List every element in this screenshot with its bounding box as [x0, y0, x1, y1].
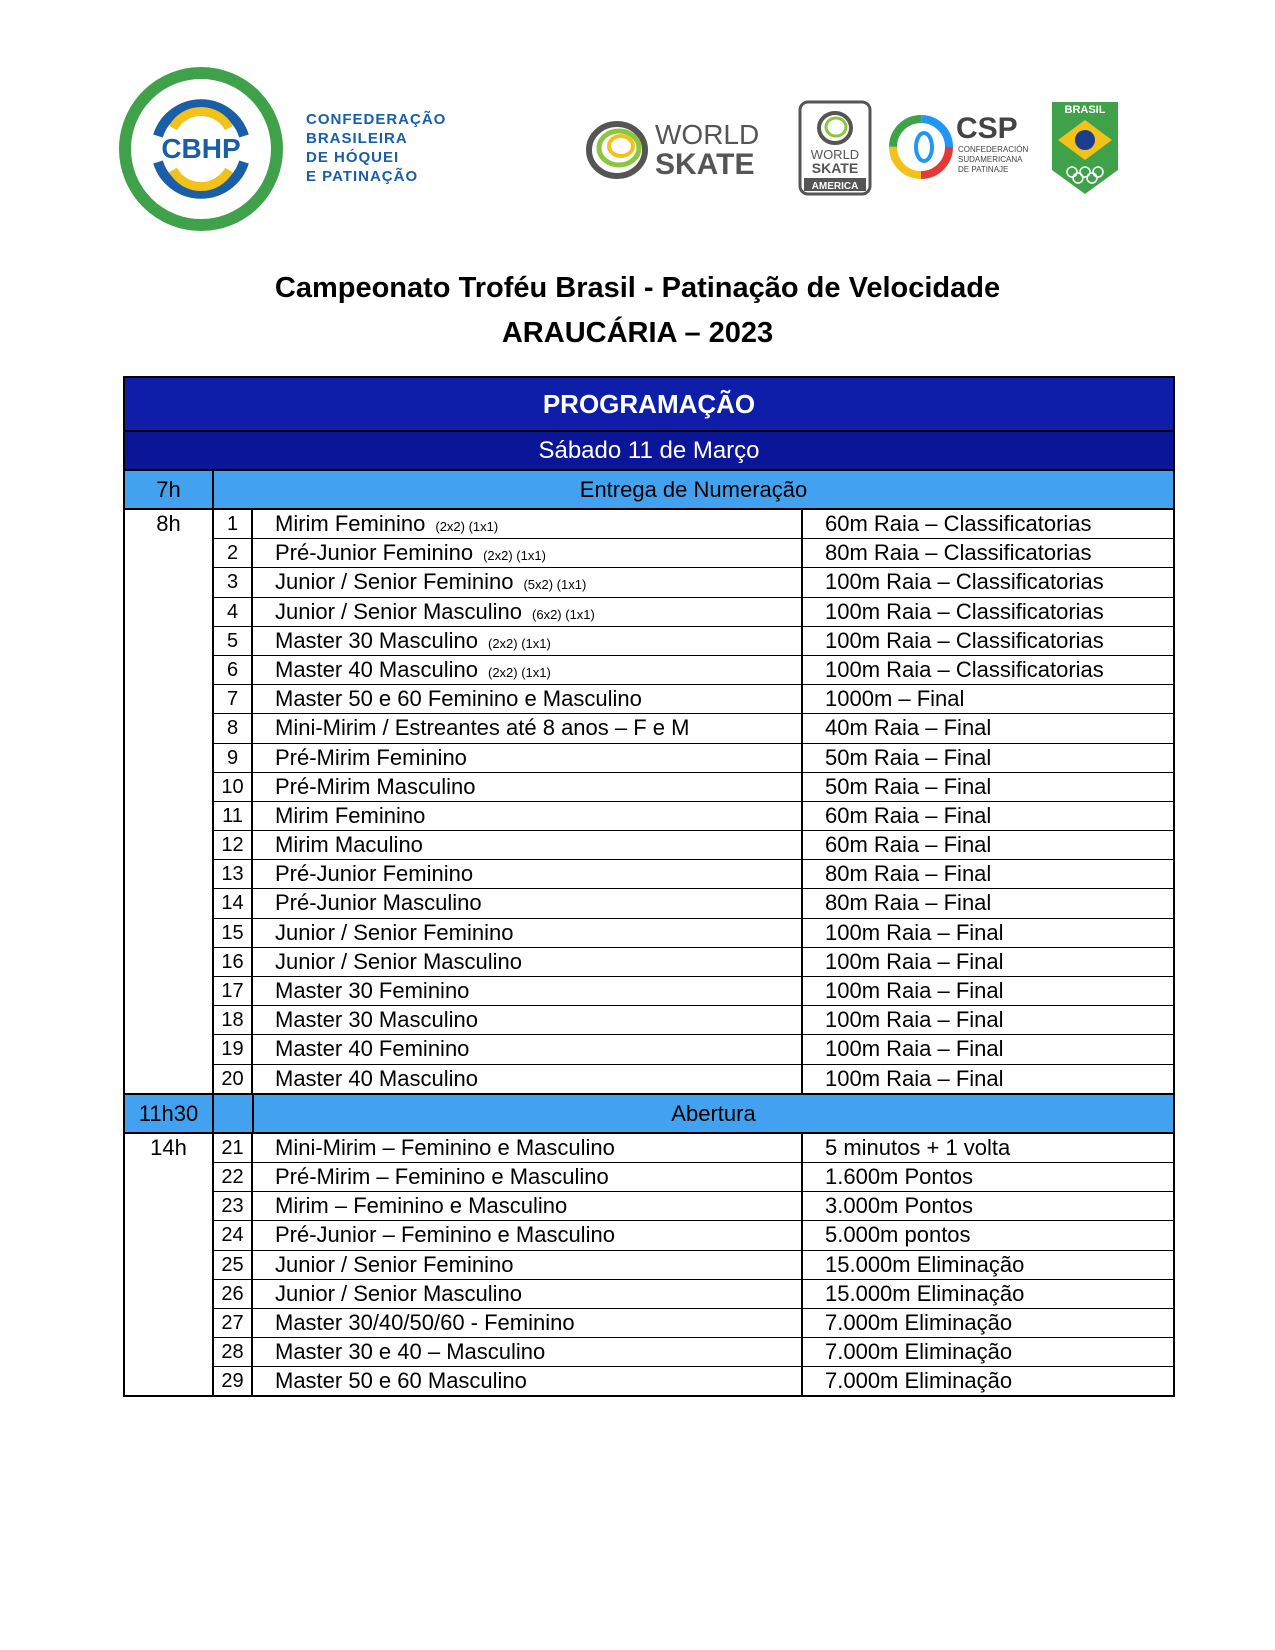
row-category	[253, 714, 803, 742]
row-category	[253, 948, 803, 976]
row-category	[253, 1221, 803, 1249]
row-number: 6	[214, 656, 253, 684]
row-category	[253, 598, 803, 626]
row-category	[253, 627, 803, 655]
csp-line-1: CONFEDERACIÓN	[958, 145, 1029, 154]
section-time: 7h	[125, 471, 214, 508]
row-category	[253, 1065, 803, 1093]
category-name: Pré-Mirim Masculino	[275, 773, 476, 799]
table-row	[214, 656, 1173, 685]
row-category	[253, 685, 803, 713]
table-row	[214, 1251, 1173, 1280]
row-event: 7.000m Eliminação	[825, 1309, 1013, 1335]
row-number: 21	[214, 1134, 253, 1162]
category-name: Junior / Senior Feminino	[275, 919, 514, 945]
category-name: Master 40 Masculino	[275, 656, 478, 682]
csp-text: CSP	[956, 112, 1018, 145]
category-name: Pré-Junior – Feminino e Masculino	[275, 1222, 615, 1248]
table-row	[214, 948, 1173, 977]
row-event: 60m Raia – Final	[825, 832, 992, 858]
csp-logo	[888, 104, 1038, 190]
world-skate-america-logo	[798, 100, 872, 196]
section-row-numbering	[125, 471, 1173, 510]
world-skate-logo	[585, 112, 780, 184]
category-name: Mirim Feminino	[275, 511, 426, 536]
table-row	[214, 977, 1173, 1006]
cbhp-line-1: CONFEDERAÇÃO	[306, 111, 447, 128]
row-event: 100m Raia – Final	[825, 948, 1004, 974]
row-number: 2	[214, 539, 253, 567]
row-number: 27	[214, 1309, 253, 1337]
table-row	[214, 1280, 1173, 1309]
row-number: 3	[214, 568, 253, 596]
world-skate-line-2: SKATE	[655, 148, 755, 181]
row-event: 50m Raia – Final	[825, 744, 992, 770]
row-category	[253, 539, 803, 567]
row-event: 100m Raia – Final	[825, 1036, 1004, 1062]
csp-line-3: DE PATINAJE	[958, 165, 1009, 174]
row-event: 100m Raia – Final	[825, 1065, 1004, 1091]
row-event: 15.000m Eliminação	[825, 1280, 1025, 1306]
row-category	[253, 802, 803, 830]
row-event: 100m Raia – Final	[825, 1007, 1004, 1033]
category-heats-note: (2x2) (1x1)	[487, 664, 551, 680]
document-subtitle: ARAUCÁRIA – 2023	[501, 317, 774, 349]
category-heats-note: (6x2) (1x1)	[532, 606, 595, 622]
row-event: 100m Raia – Final	[825, 919, 1004, 945]
row-event: 40m Raia – Final	[825, 715, 992, 741]
row-event: 1.600m Pontos	[825, 1163, 973, 1189]
row-event: 15.000m Eliminação	[825, 1251, 1025, 1277]
category-name: Pré-Junior Feminino	[275, 540, 474, 566]
schedule-block-morning	[125, 510, 1173, 1095]
row-number: 16	[214, 948, 253, 976]
cob-brasil-logo	[1050, 100, 1120, 196]
row-number: 12	[214, 831, 253, 859]
row-event: 7.000m Eliminação	[825, 1368, 1013, 1394]
category-name: Junior / Senior Masculino	[275, 948, 523, 974]
row-category	[253, 831, 803, 859]
category-name: Mini-Mirim / Estreantes até 8 anos – F e M	[275, 715, 690, 741]
category-name: Master 30 Masculino	[275, 1007, 478, 1033]
row-number: 7	[214, 685, 253, 713]
row-category	[253, 1134, 803, 1162]
cbhp-logo-text: CBHP	[161, 133, 241, 164]
table-row	[214, 714, 1173, 743]
table-row	[214, 1192, 1173, 1221]
row-category	[253, 1338, 803, 1366]
category-name: Junior / Senior Masculino	[275, 1280, 523, 1306]
table-row	[214, 539, 1173, 568]
table-row	[214, 685, 1173, 714]
row-number: 18	[214, 1006, 253, 1034]
table-row	[214, 831, 1173, 860]
cbhp-line-3: DE HÓQUEI	[306, 149, 400, 166]
document-title: Campeonato Troféu Brasil - Patinação de Velocidade	[274, 272, 1001, 304]
row-event: 5 minutos + 1 volta	[825, 1134, 1011, 1160]
wsa-line-3: AMERICA	[811, 181, 859, 192]
row-number: 19	[214, 1035, 253, 1063]
row-event: 100m Raia – Classificatorias	[825, 656, 1104, 682]
row-number: 1	[214, 510, 253, 538]
row-number: 17	[214, 977, 253, 1005]
table-row	[214, 627, 1173, 656]
row-number: 8	[214, 714, 253, 742]
category-name: Pré-Junior Masculino	[275, 890, 482, 916]
category-name: Master 40 Masculino	[275, 1065, 478, 1091]
brasil-text: BRASIL	[1064, 104, 1106, 116]
block-rows	[214, 510, 1173, 1093]
table-row	[214, 568, 1173, 597]
table-row	[214, 773, 1173, 802]
row-category	[253, 1251, 803, 1279]
category-name: Pré-Mirim – Feminino e Masculino	[275, 1163, 609, 1189]
category-name: Master 30 e 40 – Masculino	[275, 1339, 546, 1365]
category-name: Junior / Senior Feminino	[275, 1251, 514, 1277]
row-number: 10	[214, 773, 253, 801]
table-row	[214, 1134, 1173, 1163]
section-label: Abertura	[671, 1100, 756, 1126]
row-category	[253, 1035, 803, 1063]
row-event: 50m Raia – Final	[825, 773, 992, 799]
row-event: 5.000m pontos	[825, 1222, 971, 1248]
table-row	[214, 598, 1173, 627]
row-category	[253, 919, 803, 947]
row-event: 100m Raia – Classificatorias	[825, 627, 1104, 653]
cbhp-line-2: BRASILEIRA	[306, 130, 408, 147]
row-number: 26	[214, 1280, 253, 1308]
table-row	[214, 510, 1173, 539]
category-heats-note: (5x2) (1x1)	[523, 577, 587, 593]
category-name: Master 50 e 60 Feminino e Masculino	[275, 686, 642, 712]
row-number: 28	[214, 1338, 253, 1366]
section-row-opening	[125, 1095, 1173, 1134]
row-category	[253, 1192, 803, 1220]
row-category	[253, 1367, 803, 1395]
table-day: Sábado 11 de Março	[125, 432, 1173, 471]
section-label: Entrega de Numeração	[579, 477, 808, 502]
category-name: Pré-Junior Feminino	[275, 861, 474, 887]
row-number: 14	[214, 889, 253, 917]
row-number: 29	[214, 1367, 253, 1395]
category-name: Master 30 Feminino	[275, 978, 470, 1003]
row-number: 9	[214, 744, 253, 772]
cbhp-line-4: E PATINAÇÃO	[306, 168, 419, 185]
table-row	[214, 1065, 1173, 1093]
row-category	[253, 510, 803, 538]
row-number: 13	[214, 860, 253, 888]
category-name: Mini-Mirim – Feminino e Masculino	[275, 1134, 615, 1160]
table-row	[214, 1221, 1173, 1250]
category-name: Master 40 Feminino	[275, 1036, 470, 1062]
row-event: 100m Raia – Classificatorias	[825, 598, 1104, 624]
row-category	[253, 1006, 803, 1034]
schedule-table	[123, 376, 1175, 1397]
cbhp-logo	[118, 66, 468, 232]
category-name: Mirim Maculino	[275, 832, 423, 858]
table-row	[214, 1163, 1173, 1192]
row-number: 22	[214, 1163, 253, 1191]
category-name: Mirim Feminino	[275, 802, 426, 828]
category-name: Master 30/40/50/60 - Feminino	[275, 1309, 575, 1335]
row-event: 7.000m Eliminação	[825, 1339, 1013, 1365]
block-time: 8h	[125, 510, 214, 1093]
row-event: 60m Raia – Final	[825, 802, 992, 828]
table-row	[214, 1035, 1173, 1064]
table-row	[214, 860, 1173, 889]
row-event: 100m Raia – Classificatorias	[825, 569, 1104, 595]
row-number: 20	[214, 1065, 253, 1093]
block-time: 14h	[125, 1134, 214, 1396]
category-name: Pré-Mirim Feminino	[275, 744, 467, 770]
world-skate-line-1: WORLD	[655, 119, 760, 150]
table-row	[214, 889, 1173, 918]
table-row	[214, 1309, 1173, 1338]
table-row	[214, 744, 1173, 773]
category-name: Master 30 Masculino	[275, 627, 478, 653]
row-category	[253, 1280, 803, 1308]
category-name: Junior / Senior Feminino	[275, 569, 514, 595]
category-name: Master 50 e 60 Masculino	[275, 1368, 527, 1394]
row-category	[253, 977, 803, 1005]
wsa-line-1: WORLD	[810, 147, 860, 162]
section-gap	[214, 1095, 254, 1132]
row-category	[253, 889, 803, 917]
row-number: 25	[214, 1251, 253, 1279]
csp-line-2: SUDAMERICANA	[958, 155, 1023, 164]
wsa-line-2: SKATE	[811, 160, 859, 176]
row-event: 3.000m Pontos	[825, 1193, 973, 1219]
table-row	[214, 1338, 1173, 1367]
row-category	[253, 656, 803, 684]
category-name: Mirim – Feminino e Masculino	[275, 1193, 568, 1219]
category-heats-note: (2x2) (1x1)	[487, 635, 551, 651]
row-category	[253, 744, 803, 772]
row-event: 1000m – Final	[825, 686, 965, 712]
schedule-block-afternoon	[125, 1134, 1173, 1396]
row-number: 15	[214, 919, 253, 947]
table-row	[214, 802, 1173, 831]
category-heats-note: (2x2) (1x1)	[483, 548, 546, 564]
row-event: 80m Raia – Classificatorias	[825, 540, 1092, 566]
row-number: 23	[214, 1192, 253, 1220]
row-category	[253, 568, 803, 596]
row-category	[253, 1309, 803, 1337]
row-event: 80m Raia – Final	[825, 890, 992, 916]
table-row	[214, 1006, 1173, 1035]
row-event: 100m Raia – Final	[825, 978, 1004, 1003]
row-category	[253, 773, 803, 801]
row-number: 5	[214, 627, 253, 655]
row-event: 80m Raia – Final	[825, 861, 992, 887]
row-number: 11	[214, 802, 253, 830]
block-rows	[214, 1134, 1173, 1396]
category-name: Junior / Senior Masculino	[275, 598, 523, 624]
row-category	[253, 860, 803, 888]
category-heats-note: (2x2) (1x1)	[435, 519, 499, 534]
table-row	[214, 919, 1173, 948]
row-event: 60m Raia – Classificatorias	[825, 511, 1092, 536]
row-category	[253, 1163, 803, 1191]
row-number: 24	[214, 1221, 253, 1249]
table-row	[214, 1367, 1173, 1395]
section-time: 11h30	[125, 1095, 214, 1132]
table-header: PROGRAMAÇÃO	[125, 378, 1173, 432]
row-number: 4	[214, 598, 253, 626]
